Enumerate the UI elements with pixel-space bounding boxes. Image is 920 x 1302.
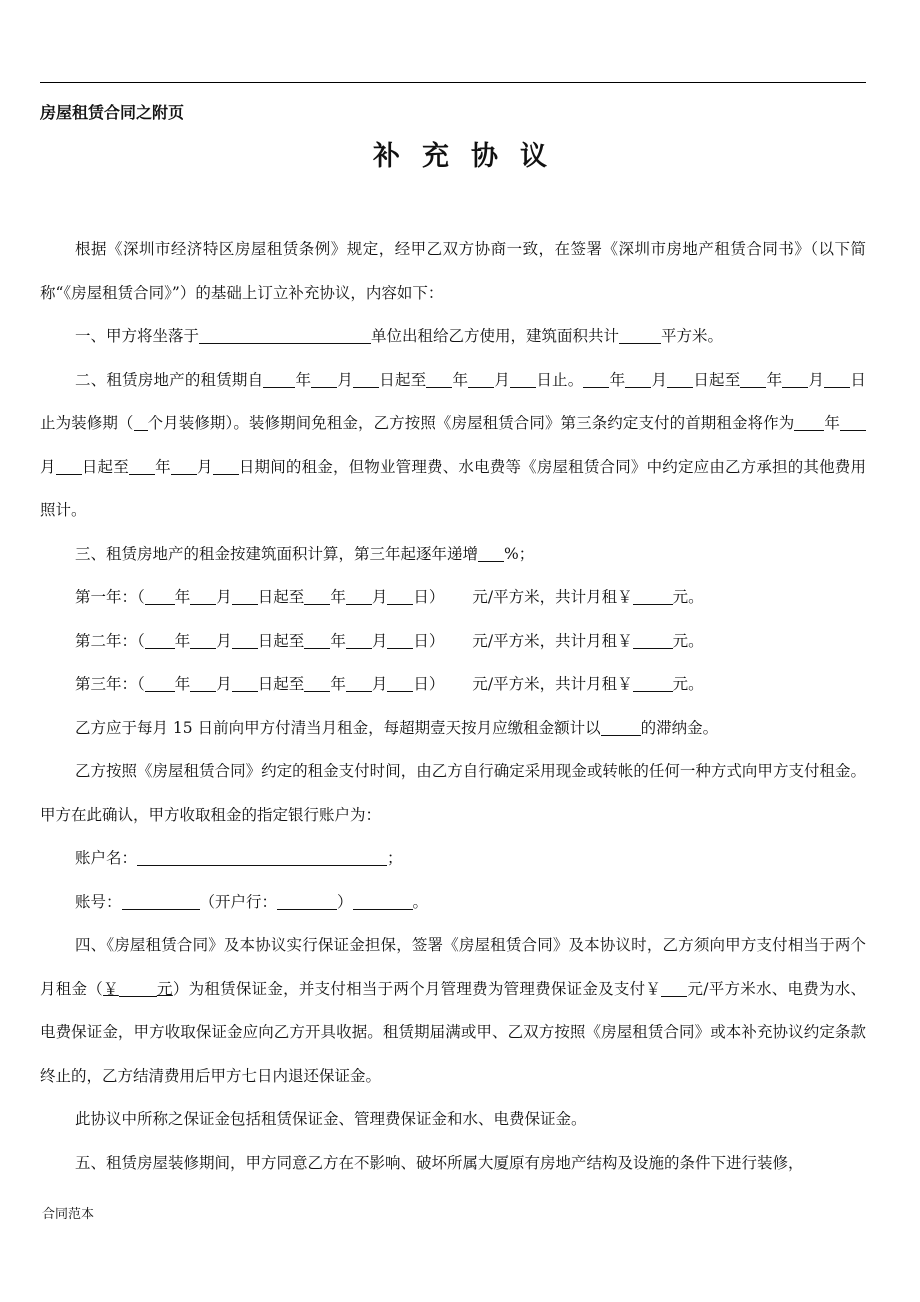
account-name-row	[40, 837, 866, 881]
year-3-end-year-blank[interactable]	[304, 675, 330, 692]
month-label: 月	[196, 457, 213, 476]
year-close-label: 日）	[413, 631, 445, 650]
from-label: 日起至	[257, 588, 305, 606]
decor-start-month-blank[interactable]	[625, 370, 651, 387]
payment-paragraph	[40, 750, 866, 837]
account-number-row	[40, 881, 866, 925]
month-label: 月	[371, 588, 388, 606]
clause-4-text-c: 元/平方米水、电费为水、电费保证金，甲方收取保证金应向乙方开具收据。租赁期届满或甲、乙双方按照《房屋租赁合同》或本补充协议约定条款终止的，乙方结清费用后甲方七日内退还保证金。	[40, 979, 866, 1085]
year-3-end-day-blank[interactable]	[387, 675, 413, 692]
year-3-start-day-blank[interactable]	[232, 675, 258, 692]
lease-end-year-blank[interactable]	[426, 370, 452, 387]
month-label: 月	[494, 370, 511, 389]
clause-3-text-a: 三、租赁房地产的租金按建筑面积计算，第三年起逐年递增	[75, 544, 479, 563]
page-footer-label: 合同范本	[42, 1207, 95, 1222]
clause-2-period-text: 日期间的租金，但物业管理费、水电费等《房屋租赁合同》中约定应由乙方承担的其他费用照计。	[40, 457, 866, 519]
bank-close: ）	[337, 892, 353, 911]
year-label: 年	[330, 588, 346, 606]
deposit-yuan-label: 元	[156, 979, 173, 998]
year-3-label: 第三年：（	[75, 675, 145, 693]
decor-end-month-blank[interactable]	[782, 370, 808, 387]
month-label: 月	[371, 675, 388, 693]
lease-start-year-blank[interactable]	[263, 370, 295, 387]
payment-text: 乙方按照《房屋租赁合同》约定的租金支付时间，由乙方自行确定采用现金或转帐的任何一种方式向甲方支付租金。甲方在此确认，甲方收取租金的指定银行账户为：	[40, 762, 866, 824]
clause-3	[40, 533, 866, 577]
account-end: 。	[412, 892, 429, 911]
clause-4	[40, 924, 866, 1098]
year-2-end-month-blank[interactable]	[346, 631, 372, 648]
deposit-note-text: 此协议中所称之保证金包括租赁保证金、管理费保证金和水、电费保证金。	[75, 1110, 587, 1128]
year-2-end-day-blank[interactable]	[387, 631, 413, 648]
year-label: 年	[609, 370, 626, 389]
yuan-label: 元。	[672, 631, 704, 650]
year-1-row	[40, 576, 866, 620]
year-1-end-month-blank[interactable]	[346, 588, 372, 605]
late-fee-text-b: 的滞纳金。	[640, 718, 719, 737]
month-label: 月	[337, 370, 354, 389]
late-fee-paragraph	[40, 707, 866, 751]
clause-4-text-b: ）为租赁保证金，并支付相当于两个月管理费为管理费保证金及支付￥	[172, 979, 662, 998]
year-label: 年	[174, 588, 191, 606]
clause-5	[40, 1142, 866, 1186]
year-3-start-year-blank[interactable]	[145, 675, 175, 692]
year-1-start-day-blank[interactable]	[232, 588, 258, 605]
late-fee-text-a: 乙方应于每月 15 日前向甲方付清当月租金，每超期壹天按月应缴租金额计以	[75, 718, 601, 737]
clause-5-text: 五、租赁房屋装修期间，甲方同意乙方在不影响、破坏所属大厦原有房地产结构及设施的条件下进行装修，	[75, 1153, 804, 1172]
year-label: 年	[330, 631, 346, 650]
year-label: 年	[295, 370, 312, 389]
account-number-label: 账号：	[75, 892, 122, 911]
year-close-label: 日）	[413, 588, 445, 606]
year-3-start-month-blank[interactable]	[190, 675, 216, 692]
year-label: 年	[452, 370, 469, 389]
year-rate-label: 元/平方米，共计月租￥	[472, 588, 633, 606]
from-label: 日起至	[81, 457, 129, 476]
year-1-label: 第一年：（	[75, 588, 145, 606]
year-1-end-year-blank[interactable]	[304, 588, 330, 605]
year-2-label: 第二年：（	[75, 631, 145, 650]
year-3-row	[40, 663, 866, 707]
year-close-label: 日）	[413, 675, 445, 693]
account-name-blank[interactable]	[137, 849, 387, 866]
year-rate-label: 元/平方米，共计月租￥	[472, 631, 633, 650]
year-3-rent-blank[interactable]	[633, 675, 673, 692]
location-blank[interactable]	[199, 327, 371, 344]
lease-start-day-blank[interactable]	[353, 370, 379, 387]
year-label: 年	[330, 675, 346, 693]
account-number-blank[interactable]	[122, 892, 200, 909]
from-label: 日起至	[257, 675, 305, 693]
clause-1-text-a: 一、甲方将坐落于	[75, 327, 200, 345]
area-blank[interactable]	[619, 327, 661, 344]
lease-start-month-blank[interactable]	[311, 370, 337, 387]
year-label: 年	[174, 631, 191, 650]
clause-4-text-a: 四、《房屋租赁合同》及本协议实行保证金担保，签署《房屋租赁合同》及本协议时，乙方须向甲方支付相当于两个月租金（	[40, 936, 866, 998]
decor-months-blank[interactable]	[134, 414, 148, 431]
bank-name-blank[interactable]	[277, 892, 337, 909]
year-label: 年	[154, 457, 171, 476]
decor-start-day-blank[interactable]	[667, 370, 693, 387]
year-3-end-month-blank[interactable]	[346, 675, 372, 692]
clause-2-text-a: 二、租赁房地产的租赁期自	[75, 370, 264, 389]
lease-end-day-blank[interactable]	[510, 370, 536, 387]
from-label: 日起至	[379, 370, 427, 389]
from-label: 日起至	[257, 631, 305, 650]
intro-text: 根据《深圳市经济特区房屋租赁条例》规定，经甲乙双方协商一致，在签署《深圳市房地产租赁合同书》（以下简称“《房屋租赁合同》”）的基础上订立补充协议，内容如下：	[40, 240, 866, 302]
yuan-label: 元。	[672, 675, 704, 693]
increase-rate-blank[interactable]	[478, 544, 504, 561]
rent-end-year-blank[interactable]	[129, 457, 155, 474]
rent-start-year-blank[interactable]	[794, 414, 824, 431]
deposit-amount-blank[interactable]	[119, 979, 157, 996]
rent-start-day-blank[interactable]	[56, 457, 82, 474]
year-2-start-month-blank[interactable]	[190, 631, 216, 648]
year-1-end-day-blank[interactable]	[387, 588, 413, 605]
account-extra-blank[interactable]	[353, 892, 413, 909]
year-label: 年	[174, 675, 191, 693]
clause-2-decor-text-b: 个月装修期）。装修期间免租金，乙方按照《房屋租赁合同》第三条约定支付的首期租金将作为	[147, 414, 795, 432]
month-label: 月	[651, 370, 668, 389]
from-label: 日起至	[693, 370, 741, 389]
header-rule	[40, 82, 866, 83]
document-body	[40, 228, 866, 1185]
year-label: 年	[824, 414, 840, 432]
bank-label: （开户行：	[199, 892, 278, 911]
month-label: 月	[808, 370, 825, 389]
document-title: 补充协议	[373, 141, 569, 172]
year-2-end-year-blank[interactable]	[304, 631, 330, 648]
month-label: 月	[216, 631, 232, 650]
year-1-start-year-blank[interactable]	[145, 588, 175, 605]
decor-end-day-blank[interactable]	[824, 370, 850, 387]
year-1-rent-blank[interactable]	[633, 588, 673, 605]
clause-1-text-b: 单位出租给乙方使用，建筑面积共计	[371, 327, 620, 345]
page-header-title: 房屋租赁合同之附页	[40, 103, 185, 122]
month-label: 月	[216, 588, 232, 606]
month-label: 月	[40, 457, 56, 476]
year-2-row	[40, 620, 866, 664]
year-2-rent-blank[interactable]	[633, 631, 673, 648]
deposit-yen-sign: ￥	[103, 979, 119, 998]
clause-1-text-c: 平方米。	[661, 327, 724, 345]
intro-paragraph	[40, 228, 866, 315]
clause-3-text-b: %；	[504, 544, 535, 563]
late-fee-rate-blank[interactable]	[601, 718, 641, 735]
year-1-start-month-blank[interactable]	[190, 588, 216, 605]
lease-end-month-blank[interactable]	[468, 370, 494, 387]
deposit-note	[40, 1098, 866, 1142]
year-rate-label: 元/平方米，共计月租￥	[472, 675, 633, 693]
stop-label: 日止。	[536, 370, 584, 389]
clause-1	[40, 315, 866, 359]
rent-end-day-blank[interactable]	[213, 457, 239, 474]
decor-end-year-blank[interactable]	[740, 370, 766, 387]
decor-start-year-blank[interactable]	[583, 370, 609, 387]
year-2-start-day-blank[interactable]	[232, 631, 258, 648]
year-2-start-year-blank[interactable]	[145, 631, 175, 648]
month-label: 月	[371, 631, 388, 650]
clause-2	[40, 359, 866, 533]
rent-end-month-blank[interactable]	[171, 457, 197, 474]
account-name-end: ；	[387, 849, 403, 867]
yuan-label: 元。	[672, 588, 704, 606]
clause-2-decor-text-a: 日止为装修期（	[40, 370, 866, 432]
month-label: 月	[216, 675, 232, 693]
rent-start-month-blank[interactable]	[840, 414, 866, 431]
utility-deposit-rate-blank[interactable]	[661, 979, 687, 996]
year-label: 年	[766, 370, 783, 389]
account-name-label: 账户名：	[75, 849, 138, 867]
